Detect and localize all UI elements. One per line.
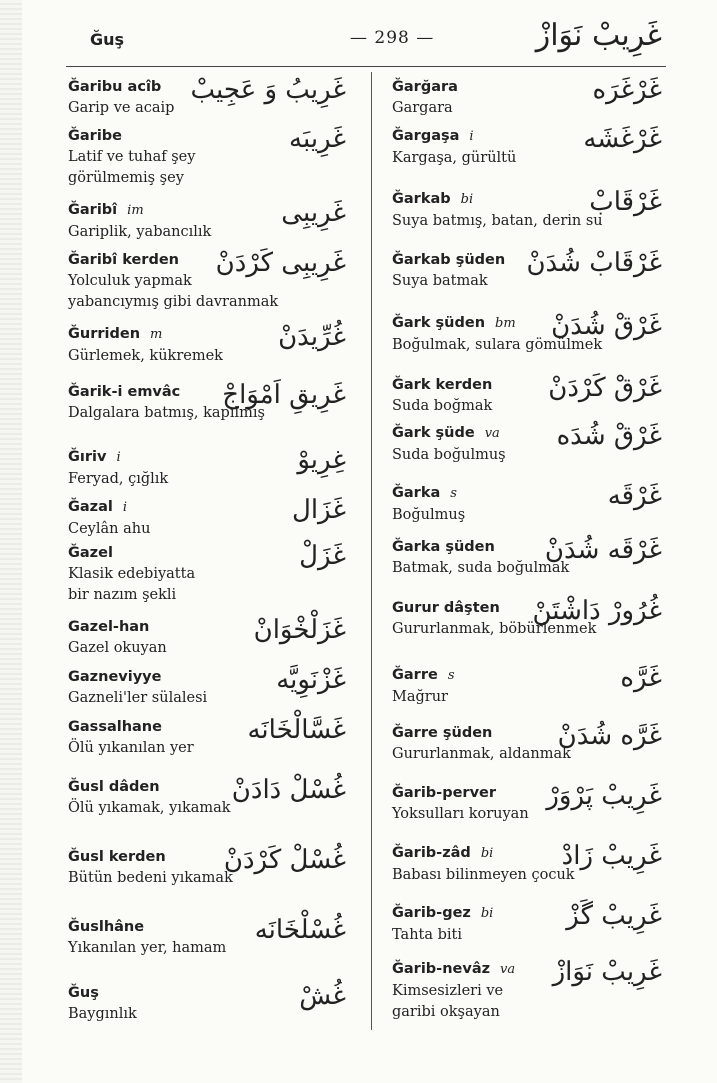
entry-tag: bi [480,846,494,861]
guide-word-arabic: غَرِيبْ نَوَازْ [535,18,662,53]
dictionary-entry [392,597,662,640]
entry-definition-line: Suda boğulmuş [392,447,506,463]
entry-arabic-script: غَرِيبْ پَرْوَرْ [546,781,662,811]
entry-arabic-script: غَرِيبِى كَرْدَنْ [215,248,346,278]
entry-tag: bm [495,316,516,331]
entry-tag: s [447,668,455,683]
entry-arabic-script: غَزَلْ [299,541,346,571]
entry-arabic-script: غَرَّه شُدَنْ [557,721,662,751]
entry-arabic-script: غَرِيبْ گَزْ [566,901,662,931]
headword-text: Ğarib-perver [392,785,497,801]
dictionary-entry [68,496,346,540]
headword-text: Ğuslhâne [68,919,145,935]
entry-definition-line: Latif ve tuhaf şey [68,149,196,165]
headword-text: Ğark kerden [392,377,493,393]
entry-definition-line: Bütün bedeni yıkamak [68,870,233,886]
entry-arabic-script: غَرْغَرَه [592,75,662,105]
dictionary-entry [68,76,346,119]
entry-tag: bi [480,906,494,921]
dictionary-entry [392,482,662,526]
entry-arabic-script: غَزَلْخْوَانْ [253,615,346,645]
headword-text: Ğarib-gez [392,905,471,921]
entry-definition-line: Batmak, suda boğulmak [392,560,570,576]
entry-definition-line: Ceylân ahu [68,521,151,537]
entry-arabic-script: غِرِيوْ [297,445,346,475]
dictionary-entry [392,902,662,946]
entry-definition-line: Klasik edebiyatta [68,566,196,582]
entry-arabic-script: غُرُورْ دَاشْتَنْ [532,596,662,626]
headword-text: Ğarka şüden [392,539,495,555]
entry-tag: s [450,486,457,501]
headword-text: Ğark şüde [392,425,475,441]
dictionary-entry [392,842,662,886]
entry-arabic-script: غَسَّالْخَانَه [247,715,346,745]
entry-arabic-script: غَرِيبِى [281,198,346,228]
entry-definition-line: Ölü yıkanılan yer [68,740,194,756]
entry-definition-line: Garip ve acaip [68,100,175,116]
dictionary-entry [392,722,662,765]
dictionary-entry [68,125,346,189]
headword-text: Ğaribî kerden [68,252,179,268]
dictionary-entry [68,199,346,243]
guide-word: Ğuş [90,30,125,49]
entry-definition-line: Yoksulları koruyan [392,806,529,822]
page-number: — 298 — [350,28,435,48]
headword-text: Ğarib-zâd [392,845,471,861]
entry-arabic-script: غَرِيبَه [289,124,346,154]
headword-text: Ğazel [68,545,113,561]
headword-text: Ğarkab şüden [392,252,506,268]
headword-text: Ğaribu acîb [68,79,162,95]
entry-definition-line: Kargaşa, gürültü [392,150,517,166]
entry-definition-line: Yolculuk yapmak [68,273,192,289]
dictionary-entry [392,312,662,356]
headword-text: Gazel-han [68,619,150,635]
entry-arabic-script: غَرْقَابْ [589,187,662,217]
entry-definition-line: Yıkanılan yer, hamam [68,940,227,956]
entry-definition-line: görülmemiş şey [68,170,184,186]
entry-definition-line: Baygınlık [68,1006,137,1022]
headword-text: Ğusl kerden [68,849,166,865]
headword-text: Ğurriden [68,326,141,342]
entry-arabic-script: غَزْنَوِيَّه [276,665,346,695]
dictionary-entry [68,542,346,606]
dictionary-entry [68,716,346,759]
dictionary-entry [392,249,662,292]
page-edge-stain [0,0,22,1083]
headword-text: Ğark şüden [392,315,486,331]
entry-arabic-script: غَرْقَه شُدَنْ [544,535,662,565]
dictionary-entry [392,782,662,825]
entry-arabic-script: غَرِيبْ زَادْ [561,841,662,871]
headword-text: Gassalhane [68,719,162,735]
headword-text: Ğarğara [392,79,458,95]
entry-arabic-script: غُرِّيدَنْ [278,322,346,352]
dictionary-entry [392,664,662,708]
entry-definition-line: Ölü yıkamak, yıkamak [68,800,231,816]
headword-text: Ğıriv [68,449,107,465]
entry-arabic-script: غَرْغَشَه [583,124,662,154]
dictionary-entry [68,916,346,959]
entry-definition-line: Babası bilinmeyen çocuk [392,867,575,883]
headword-text: Ğuş [68,985,99,1001]
entry-tag: i [122,500,128,515]
dictionary-entry [392,958,662,1023]
entry-definition-line: yabancıymış gibi davranmak [68,294,279,310]
dictionary-entry [68,666,346,709]
entry-arabic-script: غُشْ [299,981,346,1011]
entry-definition-line: Feryad, çığlık [68,471,169,487]
entry-arabic-script: غَرْقَه [607,481,662,511]
entry-definition-line: Gazneli'ler sülalesi [68,690,208,706]
entry-tag: m [150,327,163,342]
headword-text: Ğarka [392,485,441,501]
dictionary-entry [68,249,346,313]
headword-text: Gazneviyye [68,669,162,685]
headword-text: Gurur dâşten [392,600,500,616]
headword-text: Ğazal [68,499,113,515]
entry-definition-line: Suya batmış, batan, derin su [392,213,603,229]
dictionary-entry [68,846,346,889]
dictionary-entry [392,374,662,417]
dictionary-entry [392,125,662,169]
entry-arabic-script: غَرِيبْ نَوَازْ [552,957,662,987]
dictionary-entry [392,536,662,579]
entry-tag: i [116,450,121,465]
entry-arabic-script: غَرْقَابْ شُدَنْ [526,248,662,278]
entry-tag: i [469,129,474,144]
dictionary-entry [68,616,346,659]
headword-text: Ğarre [392,667,438,683]
entry-definition-line: Mağrur [392,689,448,705]
entry-definition-line: Gariplik, yabancılık [68,224,212,240]
headword-text: Ğaribî [68,202,118,218]
headword-text: Ğaribe [68,128,123,144]
entry-definition-line: Boğulmuş [392,507,466,523]
entry-definition-line: Suda boğmak [392,398,493,414]
entry-definition-line: Gururlanmak, aldanmak [392,746,571,762]
entry-arabic-script: غَرِيبُ وَ عَجِيبْ [190,75,346,105]
entry-definition-line: Boğulmak, sulara gömülmek [392,337,603,353]
entry-definition-line: Tahta biti [392,927,462,943]
entry-definition-line: Gazel okuyan [68,640,167,656]
entry-tag: bi [460,192,474,207]
dictionary-entry [68,381,346,424]
entry-arabic-script: غَرْقْ شُدَنْ [551,311,662,341]
column-divider [371,72,372,1030]
dictionary-entry [68,982,346,1025]
entry-arabic-script: غَرْقْ كَرْدَنْ [548,373,662,403]
entry-definition-line: Gürlemek, kükremek [68,348,223,364]
entry-tag: va [500,962,516,977]
headword-text: Ğarre şüden [392,725,493,741]
dictionary-entry [392,422,662,466]
dictionary-entry [392,76,662,119]
entry-definition-line: Gururlanmak, böbürlenmek [392,621,597,637]
entry-arabic-script: غُسْلْخَانَه [254,915,346,945]
entry-definition-line: Suya batmak [392,273,488,289]
entry-arabic-script: غُسْلْ كَرْدَنْ [223,845,346,875]
entry-definition-line: Kimsesizleri ve [392,983,504,999]
page-header [0,0,717,70]
headword-text: Ğarib-nevâz [392,961,491,977]
header-rule [66,66,666,67]
entry-tag: im [127,203,144,218]
entry-arabic-script: غَرِيقِ اَمْوَاجْ [222,380,346,410]
entry-definition-line: Dalgalara batmış, kapılmış [68,405,265,421]
entry-definition-line: Gargara [392,100,453,116]
entry-arabic-script: غُسْلْ دَادَنْ [231,775,346,805]
headword-text: Ğargaşa [392,128,460,144]
dictionary-entry [68,323,346,367]
entry-arabic-script: غَزَال [291,495,346,525]
entry-definition-line: garibi okşayan [392,1004,500,1020]
headword-text: Ğarik-i emvâc [68,384,181,400]
entry-tag: va [484,426,500,441]
entry-definition-line: bir nazım şekli [68,587,177,603]
entry-arabic-script: غَرَّه [620,663,662,693]
dictionary-entry [68,776,346,819]
headword-text: Ğusl dâden [68,779,160,795]
dictionary-entry [68,446,346,490]
headword-text: Ğarkab [392,191,451,207]
entry-arabic-script: غَرْقْ شُدَه [556,421,662,451]
dictionary-entry [392,188,662,232]
